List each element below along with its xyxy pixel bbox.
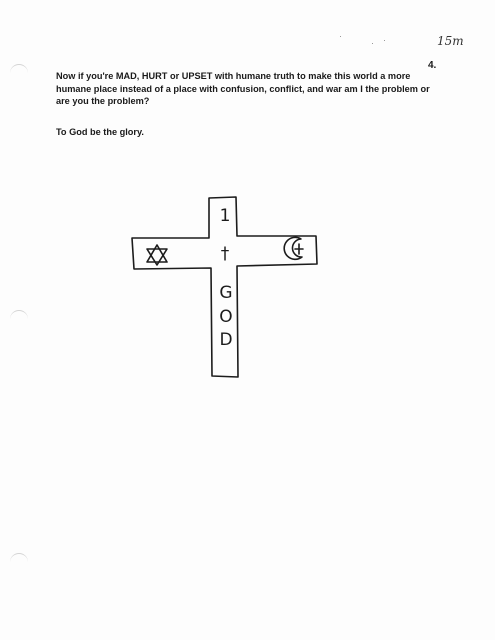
cross-text-o: O [219, 307, 233, 327]
page-number: 4. [428, 60, 437, 71]
cross-text-dagger: † [220, 244, 230, 264]
handwritten-note: 15m [437, 34, 464, 48]
star-of-david-icon [147, 245, 167, 265]
cross-text-d: D [219, 330, 233, 350]
closing-line: To God be the glory. [56, 127, 144, 137]
body-paragraph: Now if you're MAD, HURT or UPSET with humane truth to make this world a more humane place instead of a place with confusion, conflict, and war am I the problem or are you the problem? [56, 71, 430, 106]
cross-text-1: 1 [219, 206, 231, 226]
crescent-and-cross-icon [284, 237, 303, 259]
cross-text-g: G [219, 283, 233, 303]
